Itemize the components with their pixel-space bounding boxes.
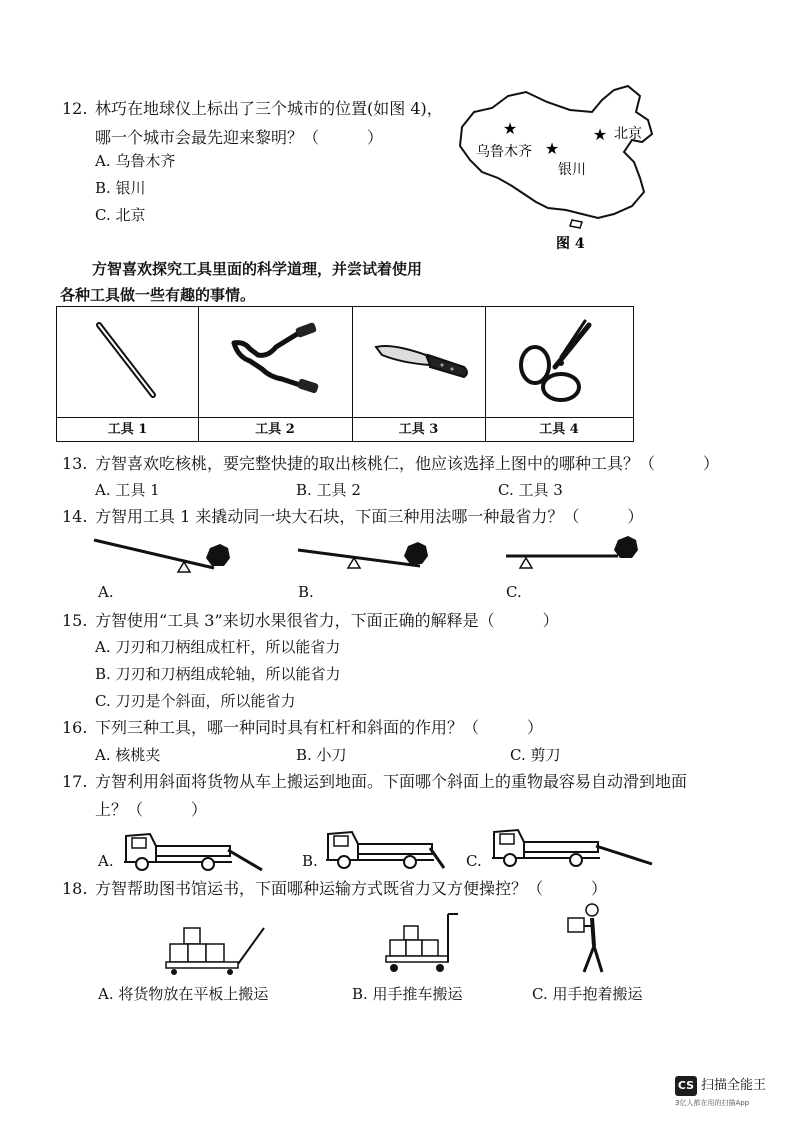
q13-option-b: B. 工具 2 (296, 481, 361, 499)
hand-trolley-icon (382, 910, 462, 982)
stick-icon (57, 307, 198, 417)
q14-option-b: B. (298, 583, 314, 601)
q17-option-a: A. (98, 852, 114, 870)
yinchuan-label: 银川 (558, 162, 586, 178)
q13-option-c: C. 工具 3 (498, 481, 563, 499)
q15-number: 15. (62, 611, 88, 630)
tool-2-cell (198, 307, 353, 441)
q15-option-a: A. 刀刃和刀柄组成杠杆，所以能省力 (95, 638, 341, 656)
camscanner-title: 扫描全能王 (701, 1078, 767, 1093)
tool-2-label: 工具 2 (198, 417, 352, 442)
ramp (430, 848, 444, 868)
tools-table (56, 306, 634, 442)
box (568, 918, 584, 932)
q18-option-c: C. 用手抱着搬运 (532, 985, 643, 1003)
truck-bed (358, 844, 432, 854)
truck-ramp-diagram-c (484, 816, 656, 868)
q16-option-b: B. 小刀 (296, 746, 347, 764)
q14-number: 14. (62, 507, 88, 526)
tool-4-label: 工具 4 (485, 417, 633, 442)
intro-line2: 各种工具做一些有趣的事情。 (60, 286, 256, 304)
q12-option-c: C. 北京 (95, 206, 146, 224)
camscanner-subtitle: 3亿人都在用的扫描App (675, 1099, 750, 1107)
beijing-star-icon: ★ (592, 125, 608, 144)
q12-text-line1: 林巧在地球仪上标出了三个城市的位置(如图 4)， (95, 99, 443, 118)
truck-ramp-diagram-a (116, 820, 276, 872)
urumqi-label: 乌鲁木齐 (476, 144, 532, 160)
q15-option-b: B. 刀刃和刀柄组成轮轴，所以能省力 (95, 665, 341, 683)
truck-bed (156, 846, 230, 856)
rock-icon (404, 542, 428, 564)
hainan-outline (570, 220, 582, 228)
q16-text: 下列三种工具，哪一种同时具有杠杆和斜面的作用？（ ） (95, 718, 544, 737)
q15-option-c: C. 刀刃是个斜面，所以能省力 (95, 692, 296, 710)
figure-4-caption: 图 4 (556, 236, 585, 252)
rock-icon (614, 536, 638, 558)
q15-text: 方智使用“工具 3”来切水果很省力，下面正确的解释是（ ） (95, 611, 559, 630)
scissors-icon (485, 307, 633, 417)
q12-text-line2: 哪一个城市会最先迎来黎明？（ ） (95, 128, 384, 147)
tool-1-label: 工具 1 (57, 417, 198, 442)
q14-text: 方智用工具 1 来撬动同一块大石块，下面三种用法哪一种最省力？（ ） (95, 507, 644, 526)
q14-option-c: C. (506, 583, 522, 601)
q13-option-a: A. 工具 1 (95, 481, 160, 499)
lever-diagram-a (90, 536, 240, 578)
q16-option-a: A. 核桃夹 (95, 746, 161, 764)
fulcrum-icon (520, 558, 532, 568)
person-carrying-box-icon (562, 902, 612, 980)
q13-text: 方智喜欢吃核桃，要完整快捷的取出核桃仁，他应该选择上图中的哪种工具？（ ） (95, 454, 720, 473)
urumqi-star-icon: ★ (502, 119, 518, 138)
truck-ramp-diagram-b (318, 818, 478, 870)
camscanner-logo-icon: CS (675, 1076, 697, 1096)
q14-option-a: A. (98, 583, 114, 601)
fulcrum-icon (348, 558, 360, 568)
tool-4-cell (485, 307, 633, 441)
q13-number: 13. (62, 454, 88, 473)
yinchuan-star-icon: ★ (544, 139, 560, 158)
intro-line1: 方智喜欢探究工具里面的科学道理，并尝试着使用 (92, 260, 423, 278)
tool-3-cell (352, 307, 486, 441)
q12-number: 12. (62, 99, 88, 118)
rock-icon (206, 544, 230, 566)
q18-number: 18. (62, 879, 88, 898)
beijing-label: 北京 (614, 126, 642, 142)
q12-option-a: A. 乌鲁木齐 (95, 152, 176, 170)
lever-diagram-c (502, 534, 652, 576)
q17-text-line2: 上？（ ） (95, 800, 208, 819)
q17-text-line1: 方智利用斜面将货物从车上搬运到地面。下面哪个斜面上的重物最容易自动滑到地面 (95, 772, 688, 791)
tool-3-label: 工具 3 (352, 417, 485, 442)
knife-icon (352, 307, 485, 417)
q12-option-b: B. 银川 (95, 179, 146, 197)
flatboard-cart-icon (160, 922, 272, 984)
q16-number: 16. (62, 718, 88, 737)
ramp (596, 846, 652, 864)
q18-option-b: B. 用手推车搬运 (352, 985, 463, 1003)
lever-diagram-b (294, 536, 444, 578)
q17-option-b: B. (302, 852, 318, 870)
q16-option-c: C. 剪刀 (510, 746, 561, 764)
q17-option-c: C. (466, 852, 482, 870)
ramp (228, 850, 262, 870)
q17-number: 17. (62, 772, 88, 791)
china-map-figure (452, 82, 667, 254)
tool-1-cell (57, 307, 199, 441)
truck-bed (524, 842, 598, 852)
q18-option-a: A. 将货物放在平板上搬运 (98, 985, 269, 1003)
nutcracker-icon (198, 307, 352, 417)
q18-text: 方智帮助图书馆运书，下面哪种运输方式既省力又方便操控？（ ） (95, 879, 608, 898)
